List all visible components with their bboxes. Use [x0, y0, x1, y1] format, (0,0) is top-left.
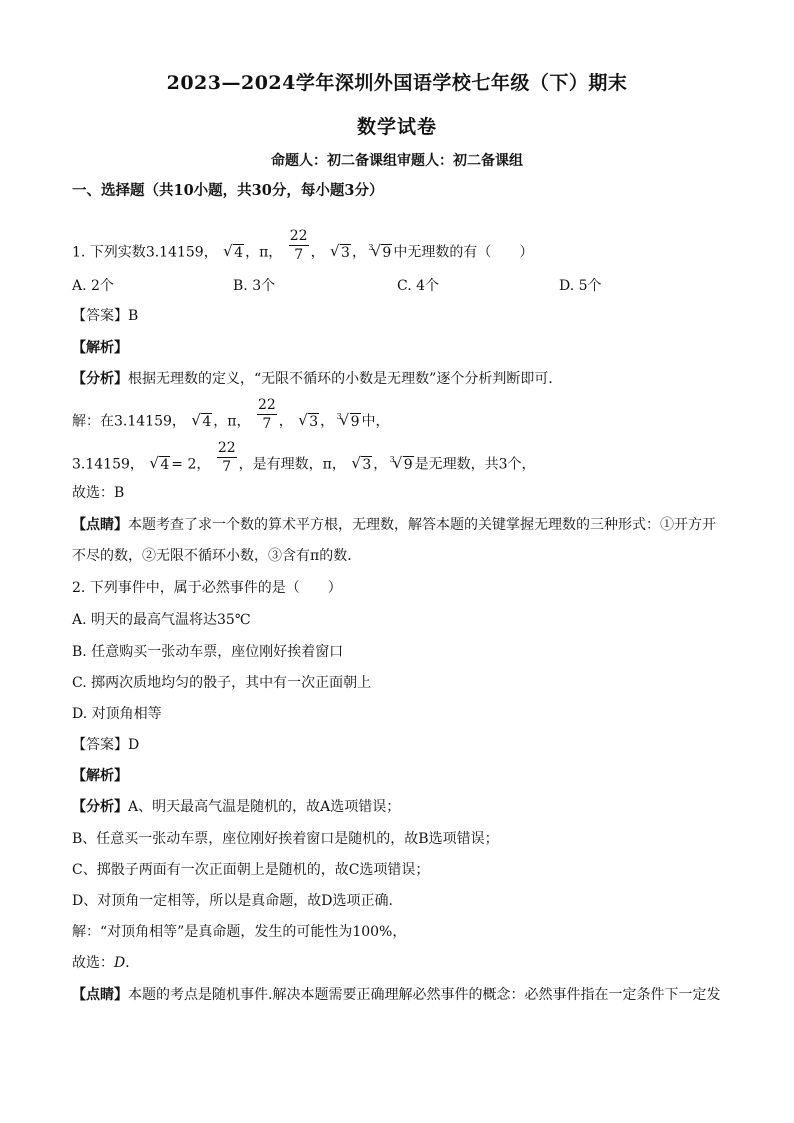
q2-option-a: A. 明天的最高气温将达35℃: [72, 612, 251, 628]
fraction-22-7: $\frac{22}{7}$: [289, 228, 308, 263]
q2-option-b: B. 任意购买一张动车票，座位刚好挨着窗口: [72, 644, 344, 660]
q1-option-a: A. 2个: [72, 278, 114, 294]
cbrt-9: √ 3 9: [340, 412, 361, 432]
fraction-22-7: $\frac{22}{7}$: [217, 440, 236, 475]
page-title: 2023—2024学年深圳外国语学校七年级（下）期末: [166, 72, 628, 94]
q2-solution: 解：“对顶角相等”是真命题，发生的可能性为100%，: [72, 924, 407, 940]
q2-answer: 【答案】D: [72, 737, 140, 753]
q2-dianjing: 【点睛】本题的考点是随机事件.解决本题需要正确理解必然事件的概念：必然事件指在一定条件下一定发: [72, 987, 721, 1003]
sqrt-3: √ 3: [351, 455, 372, 475]
sqrt-4: √ 4: [149, 455, 170, 475]
q2-choose: 故选：D．: [72, 955, 140, 971]
q2-option-c: C. 掷两次质地均匀的骰子，其中有一次正面朝上: [72, 675, 372, 691]
q2-fenxi-b: B、任意买一张动车票，座位刚好挨着窗口是随机的，故B选项错误；: [72, 831, 499, 847]
sqrt-3: √ 3: [330, 243, 351, 263]
q1-option-c: C. 4个: [397, 278, 440, 294]
cbrt-9: √ 3 9: [393, 455, 414, 475]
q2-fenxi-a: 【分析】A、明天最高气温是随机的，故A选项错误；: [72, 799, 401, 815]
q2-fenxi-c: C、掷骰子两面有一次正面朝上是随机的，故C选项错误；: [72, 862, 430, 878]
q2-analysis-label: 【解析】: [72, 768, 128, 784]
q1-answer: 【答案】B: [72, 308, 139, 324]
section-heading: 一、选择题（共10小题，共30分，每小题3分）: [72, 182, 384, 199]
sqrt-4: √ 4: [223, 243, 244, 263]
q1-option-b: B. 3个: [233, 278, 276, 294]
fraction-22-7: $\frac{22}{7}$: [257, 397, 276, 432]
q1-choose: 故选：B: [72, 485, 125, 501]
q1-option-d: D. 5个: [559, 278, 602, 294]
q1-suffix: 中无理数的有（ ）: [393, 244, 534, 261]
sqrt-3: √ 3: [298, 412, 319, 432]
pi-symbol: π: [259, 244, 269, 261]
q1-analysis-label: 【解析】: [72, 340, 128, 356]
q1-prefix: 1. 下列实数: [72, 244, 146, 261]
question-1-stem: 1. 下列实数3.14159， √ 4 ，π， $\frac{22}{7}$ ， √ 3 ， √ 3 9 中无理数的有（ ）: [72, 236, 732, 269]
sqrt-4: √ 4: [191, 412, 212, 432]
q1-num: 3.14159: [145, 244, 204, 261]
q2-option-d: D. 对顶角相等: [72, 706, 162, 722]
question-2-stem: 2. 下列事件中，属于必然事件的是（ ）: [72, 580, 342, 596]
page-subtitle: 数学试卷: [356, 116, 437, 138]
q1-dianjing-1: 【点睛】本题考查了求一个数的算术平方根，无理数，解答本题的关键掌握无理数的三种形式：①开方开: [72, 517, 716, 533]
cbrt-9: √ 3 9: [371, 243, 392, 263]
q1-fenxi: 【分析】根据无理数的定义，“无限不循环的小数是无理数”逐个分析判断即可．: [72, 371, 563, 387]
q1-solution-line-1: 解：在3.14159， √ 4 ，π， $\frac{22}{7}$ ， √ 3 ， √ 3 9 中，: [72, 405, 732, 438]
authors-line: 命题人：初二备课组审题人：初二备课组: [271, 153, 523, 169]
q1-dianjing-2: 不尽的数，②无限不循环小数，③含有π的数．: [72, 548, 362, 564]
q2-fenxi-d: D、对顶角一定相等，所以是真命题，故D选项正确.: [72, 893, 393, 909]
q1-solution-line-2: 3.14159， √ 4 = 2， $\frac{22}{7}$ ，是有理数，π， √ 3 ， √ 3 9 是无理数，共3个，: [72, 448, 732, 481]
